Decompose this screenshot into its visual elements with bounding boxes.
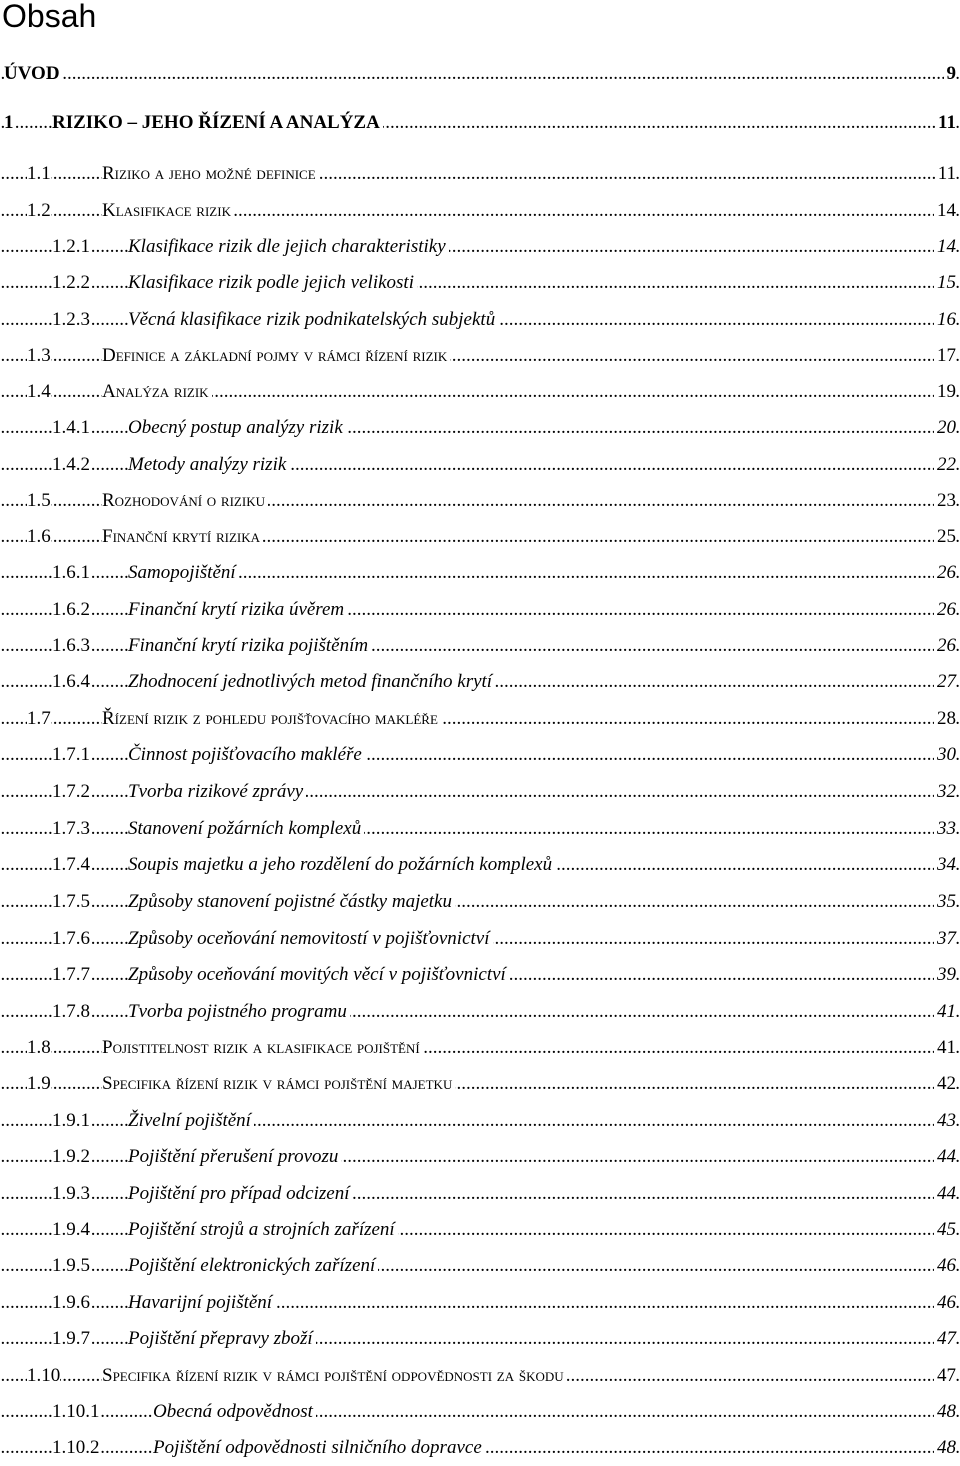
toc-entry-page-number: 14	[934, 229, 956, 265]
toc-entry[interactable]	[0, 105, 960, 141]
toc-entry-page-number: 11	[935, 156, 956, 192]
toc-entry-number: 1.4.2	[52, 447, 90, 483]
toc-entry-number: 1.10.1	[52, 1394, 100, 1430]
toc-entry[interactable]	[0, 410, 960, 446]
toc-entry[interactable]	[0, 374, 960, 410]
toc-entry-page-number: 27	[934, 664, 956, 700]
toc-entry-page-number: 35	[934, 884, 956, 920]
toc-entry[interactable]	[0, 338, 960, 374]
toc-entry[interactable]	[0, 957, 960, 993]
toc-entry-page-number: 28	[934, 701, 956, 737]
toc-entry-label: Způsoby oceňování movitých věcí v pojišťovnictví	[128, 957, 509, 993]
toc-entry-label: Činnost pojišťovacího makléře	[128, 737, 365, 773]
toc-entry-number: 1.2.3	[52, 302, 90, 338]
toc-entry-number: 1	[4, 105, 14, 141]
toc-entry-label: Věcná klasifikace rizik podnikatelských subjektů	[128, 302, 498, 338]
toc-entry-page-number: 33	[934, 811, 956, 847]
toc-entry-label: Metody analýzy rizik	[128, 447, 289, 483]
toc-entry-page-number: 26	[934, 628, 956, 664]
toc-entry-label: Finanční krytí rizika pojištěním	[128, 628, 371, 664]
dot-leader	[0, 56, 960, 92]
toc-entry-label: Obecný postup analýzy rizik	[128, 410, 346, 446]
toc-entry[interactable]	[0, 884, 960, 920]
toc-entry-label: Specifika řízení rizik v rámci pojištění odpovědnosti za škodu	[102, 1358, 567, 1394]
toc-entry-label: RIZIKO – JEHO ŘÍZENÍ A ANALÝZA	[52, 105, 383, 141]
toc-entry-number: 1.6	[27, 519, 51, 555]
toc-entry-number: 1.4.1	[52, 410, 90, 446]
toc-entry[interactable]	[0, 737, 960, 773]
toc-entry-label: Finanční krytí rizika úvěrem	[128, 592, 347, 628]
toc-entry-page-number: 14	[934, 193, 956, 229]
toc-entry[interactable]	[0, 701, 960, 737]
toc-entry-page-number: 19	[934, 374, 956, 410]
toc-entry-page-number: 15	[934, 265, 956, 301]
toc-entry-label: Řízení rizik z pohledu pojišťovacího makléře	[102, 701, 441, 737]
toc-entry[interactable]	[0, 628, 960, 664]
toc-entry-page-number: 17	[934, 338, 956, 374]
toc-entry-page-number: 43	[934, 1103, 956, 1139]
toc-entry[interactable]	[0, 1321, 960, 1357]
toc-entry[interactable]	[0, 1285, 960, 1321]
toc-entry[interactable]	[0, 1430, 960, 1466]
toc-entry-page-number: 45	[934, 1212, 956, 1248]
toc-entry-label: Pojištění odpovědnosti silničního dopravce	[153, 1430, 485, 1466]
toc-entry[interactable]	[0, 1176, 960, 1212]
toc-entry-number: 1.9.6	[52, 1285, 90, 1321]
toc-entry-label: Tvorba pojistného programu	[128, 994, 350, 1030]
toc-entry-page-number: 44	[934, 1176, 956, 1212]
toc-entry-label: Analýza rizik	[102, 374, 212, 410]
toc-entry-page-number: 41	[934, 1030, 956, 1066]
toc-entry-label: Pojištění přepravy zboží	[128, 1321, 316, 1357]
toc-entry-page-number: 26	[934, 555, 956, 591]
toc-entry-page-number: 9	[944, 56, 957, 92]
toc-entry-page-number: 46	[934, 1285, 956, 1321]
toc-entry-label: Pojištění strojů a strojních zařízení	[128, 1212, 398, 1248]
toc-entry-page-number: 32	[934, 774, 956, 810]
toc-entry-page-number: 26	[934, 592, 956, 628]
toc-entry-page-number: 48	[934, 1394, 956, 1430]
dot-leader	[0, 1394, 960, 1430]
toc-entry[interactable]	[0, 664, 960, 700]
toc-entry-label: Pojištění přerušení provozu	[128, 1139, 341, 1175]
toc-entry-label: Klasifikace rizik podle jejich velikosti	[128, 265, 417, 301]
toc-entry[interactable]	[0, 847, 960, 883]
toc-entry-number: 1.2	[27, 193, 51, 229]
toc-entry-label: Stanovení požárních komplexů	[128, 811, 364, 847]
toc-entry-label: Riziko a jeho možné definice	[102, 156, 319, 192]
toc-entry-number: 1.3	[27, 338, 51, 374]
toc-entry-number: 1.9.3	[52, 1176, 90, 1212]
toc-entry-label: Definice a základní pojmy v rámci řízení rizik	[102, 338, 450, 374]
toc-entry-number: 1.7.6	[52, 921, 90, 957]
toc-entry[interactable]	[0, 994, 960, 1030]
toc-entry-number: 1.6.2	[52, 592, 90, 628]
toc-entry-label: Obecná odpovědnost	[153, 1394, 316, 1430]
toc-entry-page-number: 22	[934, 447, 956, 483]
toc-entry-label: Zhodnocení jednotlivých metod finančního krytí	[128, 664, 495, 700]
toc-entry-label: Způsoby oceňování nemovitostí v pojišťovnictví	[128, 921, 493, 957]
toc-entry-page-number: 39	[934, 957, 956, 993]
toc-entry[interactable]	[0, 1358, 960, 1394]
toc-entry[interactable]	[0, 921, 960, 957]
toc-entry[interactable]	[0, 229, 960, 265]
toc-entry[interactable]	[0, 302, 960, 338]
toc-entry-page-number: 23	[934, 483, 956, 519]
toc-entry-number: 1.7.8	[52, 994, 90, 1030]
toc-entry-page-number: 41	[934, 994, 956, 1030]
toc-entry-label: Rozhodování o riziku	[102, 483, 268, 519]
toc-entry[interactable]	[0, 1394, 960, 1430]
toc-entry-page-number: 42	[934, 1066, 956, 1102]
toc-entry-label: Klasifikace rizik dle jejich charakteristiky	[128, 229, 449, 265]
toc-entry-number: 1.1	[27, 156, 51, 192]
toc-entry[interactable]	[0, 265, 960, 301]
toc-entry-number: 1.7.4	[52, 847, 90, 883]
toc-entry-number: 1.6.3	[52, 628, 90, 664]
toc-entry-label: Živelní pojištění	[128, 1103, 254, 1139]
toc-entry-label: Havarijní pojištění	[128, 1285, 275, 1321]
toc-entry-number: 1.9	[27, 1066, 51, 1102]
toc-entry-number: 1.7.2	[52, 774, 90, 810]
toc-entry-number: 1.9.5	[52, 1248, 90, 1284]
toc-entry[interactable]	[0, 1212, 960, 1248]
toc-entry-label: Finanční krytí rizika	[102, 519, 263, 555]
toc-entry[interactable]	[0, 519, 960, 555]
toc-entry[interactable]	[0, 592, 960, 628]
toc-entry-number: 1.8	[27, 1030, 51, 1066]
toc-entry-label: Pojištění pro případ odcizení	[128, 1176, 352, 1212]
page-title: Obsah	[2, 0, 97, 34]
toc-entry-page-number: 20	[934, 410, 956, 446]
toc-entry-label: ÚVOD	[4, 56, 63, 92]
toc-entry-number: 1.9.7	[52, 1321, 90, 1357]
toc-entry-page-number: 37	[934, 921, 956, 957]
toc-entry-number: 1.7.1	[52, 737, 90, 773]
toc-entry-page-number: 16	[934, 302, 956, 338]
toc-entry-number: 1.9.4	[52, 1212, 90, 1248]
toc-entry-number: 1.2.2	[52, 265, 90, 301]
toc-entry-number: 1.9.2	[52, 1139, 90, 1175]
toc-entry-page-number: 48	[934, 1430, 956, 1466]
toc-entry[interactable]	[0, 1139, 960, 1175]
toc-entry[interactable]	[0, 811, 960, 847]
toc-entry-page-number: 47	[934, 1358, 956, 1394]
toc-entry-label: Klasifikace rizik	[102, 193, 234, 229]
toc-entry-number: 1.6.4	[52, 664, 90, 700]
toc-entry-number: 1.6.1	[52, 555, 90, 591]
toc-entry-number: 1.4	[27, 374, 51, 410]
toc-entry[interactable]	[0, 156, 960, 192]
toc-entry-number: 1.7	[27, 701, 51, 737]
toc-entry-number: 1.7.3	[52, 811, 90, 847]
toc-entry-page-number: 34	[934, 847, 956, 883]
toc-entry[interactable]	[0, 1248, 960, 1284]
toc-entry-label: Specifika řízení rizik v rámci pojištění majetku	[102, 1066, 455, 1102]
toc-entry-label: Samopojištění	[128, 555, 239, 591]
toc-entry[interactable]	[0, 1066, 960, 1102]
toc-entry[interactable]	[0, 447, 960, 483]
toc-entry-number: 1.7.5	[52, 884, 90, 920]
toc-entry-page-number: 47	[934, 1321, 956, 1357]
toc-entry-label: Způsoby stanovení pojistné částky majetku	[128, 884, 455, 920]
toc-entry[interactable]	[0, 1030, 960, 1066]
toc-entry[interactable]	[0, 193, 960, 229]
toc-entry-number: 1.10	[27, 1358, 60, 1394]
toc-entry-number: 1.5	[27, 483, 51, 519]
toc-entry-label: Tvorba rizikové zprávy	[128, 774, 306, 810]
toc-entry[interactable]	[0, 483, 960, 519]
toc-entry-label: Soupis majetku a jeho rozdělení do požárních komplexů	[128, 847, 555, 883]
toc-entry[interactable]	[0, 1103, 960, 1139]
toc-entry-page-number: 44	[934, 1139, 956, 1175]
toc-entry[interactable]	[0, 555, 960, 591]
toc-entry[interactable]	[0, 56, 960, 92]
toc-entry-number: 1.7.7	[52, 957, 90, 993]
toc-entry-label: Pojistitelnost rizik a klasifikace pojištění	[102, 1030, 423, 1066]
toc-entry-page-number: 46	[934, 1248, 956, 1284]
toc-entry-page-number: 30	[934, 737, 956, 773]
toc-entry-number: 1.2.1	[52, 229, 90, 265]
toc-entry-page-number: 11	[935, 105, 956, 141]
toc-entry-page-number: 25	[934, 519, 956, 555]
toc-entry[interactable]	[0, 774, 960, 810]
toc-entry-label: Pojištění elektronických zařízení	[128, 1248, 378, 1284]
toc-entry-number: 1.9.1	[52, 1103, 90, 1139]
toc-entry-number: 1.10.2	[52, 1430, 100, 1466]
